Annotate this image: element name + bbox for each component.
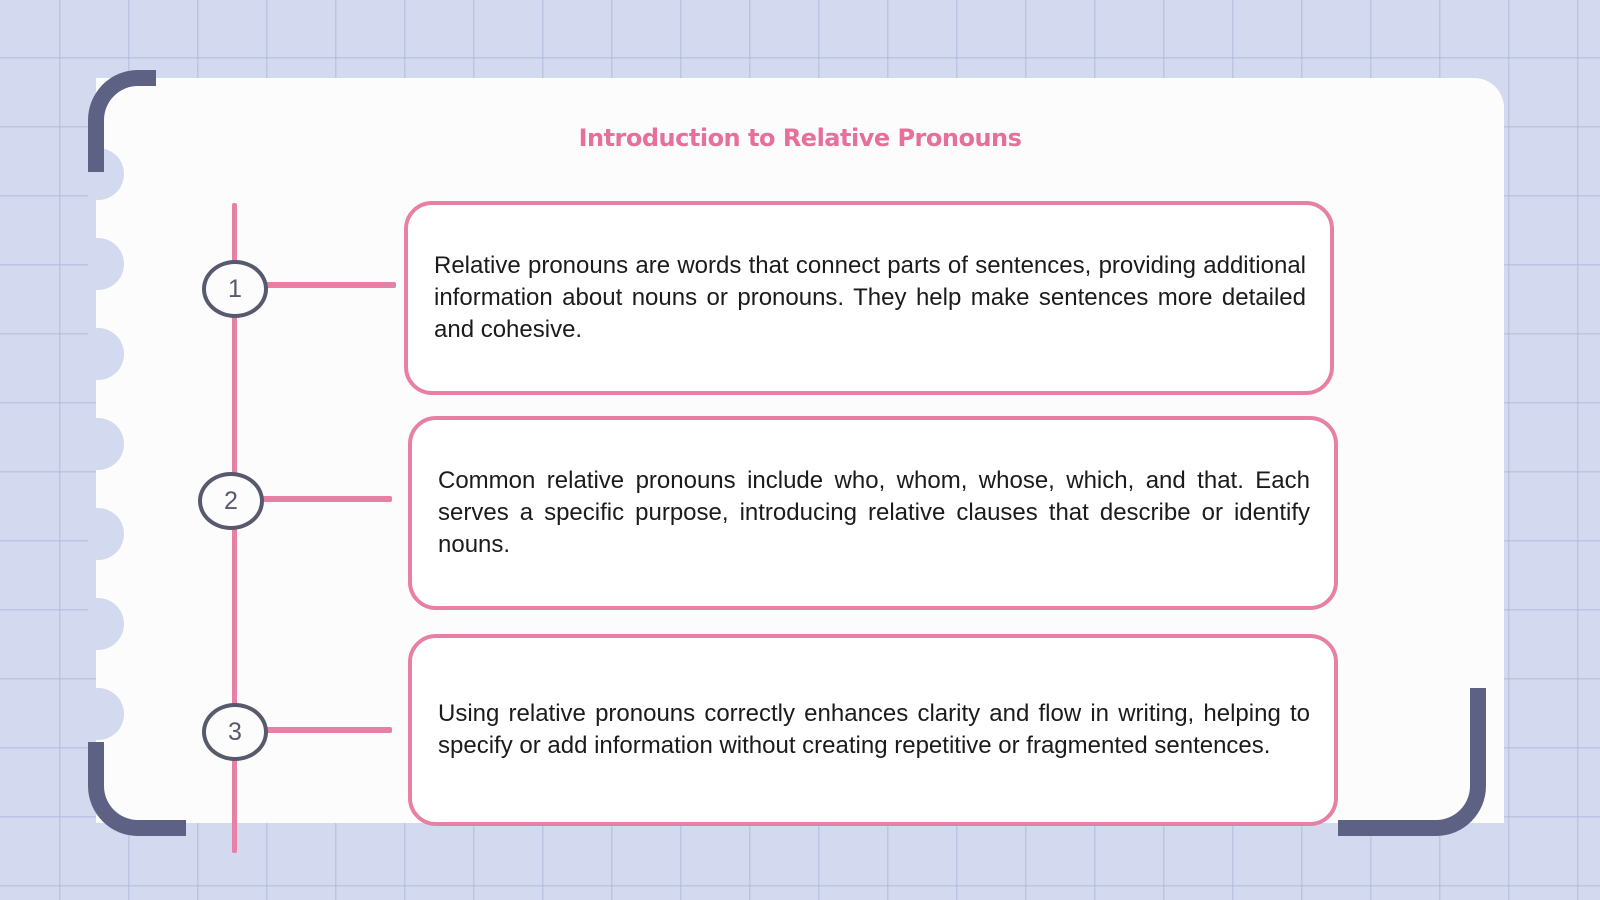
info-card-3 xyxy=(408,634,1338,826)
step-number-2: 2 xyxy=(198,472,264,530)
info-card-2 xyxy=(408,416,1338,610)
card-text: Relative pronouns are words that connect parts of sentences, providing additional information about nouns or pronouns. They help make sentences more detailed and cohesive. xyxy=(434,252,1306,343)
timeline-connector xyxy=(258,496,392,502)
step-number-1: 1 xyxy=(202,260,268,318)
timeline-connector xyxy=(262,282,396,288)
step-number-3: 3 xyxy=(202,703,268,761)
frame-corner-bottom-left xyxy=(88,742,186,836)
info-card-1 xyxy=(404,201,1334,395)
card-text: Using relative pronouns correctly enhances clarity and flow in writing, helping to specify or add information without creating repetitive or fragmented sentences. xyxy=(438,700,1310,759)
card-text: Common relative pronouns include who, whom, whose, which, and that. Each serves a specific purpose, introducing relative clauses that describe or identify nouns. xyxy=(438,467,1310,558)
timeline-connector xyxy=(262,727,392,733)
frame-corner-bottom-right xyxy=(1338,688,1486,836)
slide-title: Introduction to Relative Pronouns xyxy=(578,124,1022,152)
